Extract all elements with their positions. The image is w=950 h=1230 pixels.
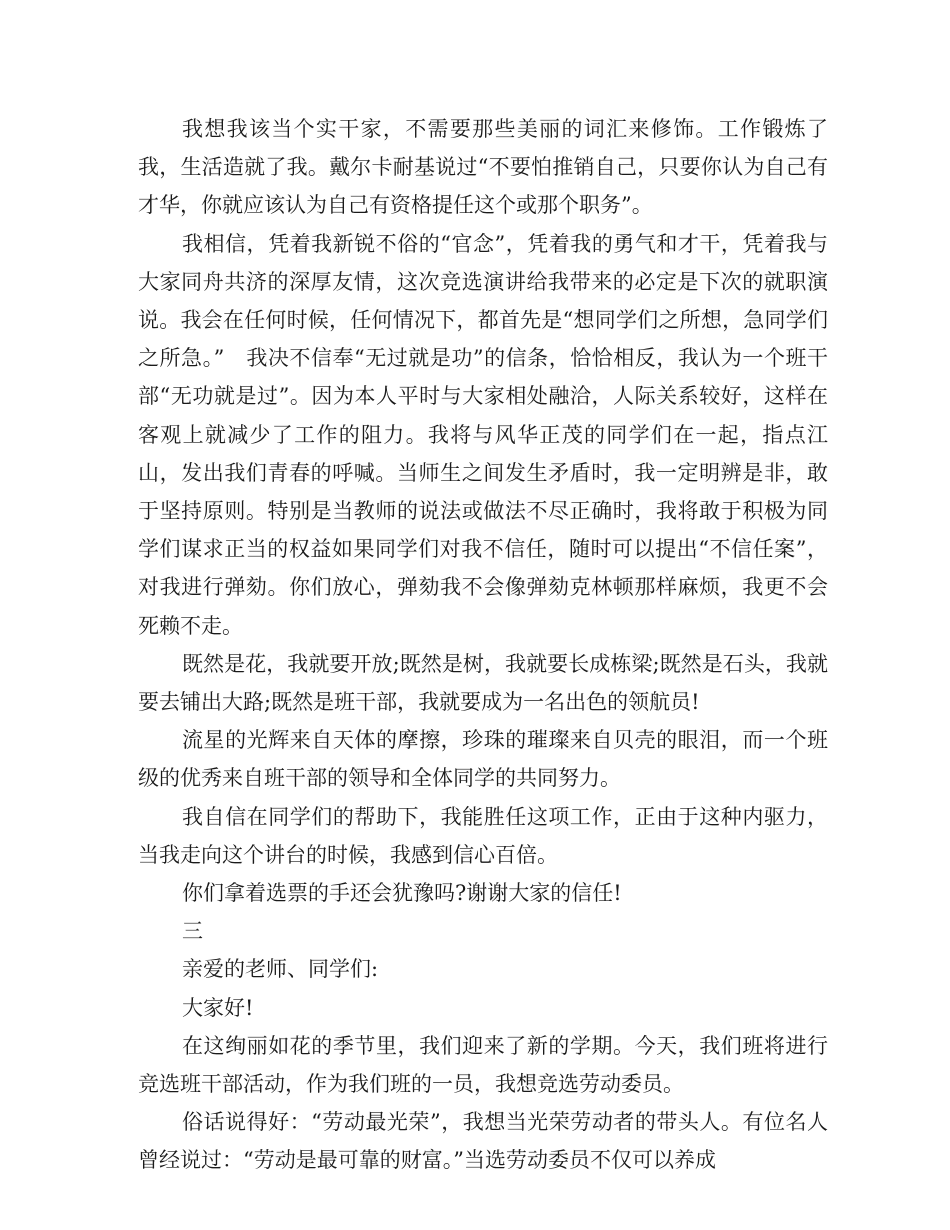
paragraph-1: 我想我该当个实干家，不需要那些美丽的词汇来修饰。工作锻炼了我，生活造就了我。戴尔卡耐基说过“不要怕推销自己，只要你认为自己有才华，你就应该认为自己有资格提任这个或那个职务”。 xyxy=(138,117,828,218)
paragraph-4: 流星的光辉来自天体的摩擦，珍珠的璀璨来自贝壳的眼泪，而一个班级的优秀来自班干部的领导和全体同学的共同努力。 xyxy=(138,728,828,791)
salutation: 亲爱的老师、同学们: xyxy=(182,957,379,982)
section-number: 三 xyxy=(182,919,203,944)
paragraph-5: 我自信在同学们的帮助下，我能胜任这项工作，正由于这种内驱力，当我走向这个讲台的时候，我感到信心百倍。 xyxy=(138,804,828,867)
greeting: 大家好! xyxy=(182,995,254,1020)
document-body xyxy=(138,110,828,1180)
paragraph-3: 既然是花，我就要开放;既然是树，我就要长成栋梁;既然是石头，我就要去铺出大路;既然是班干部，我就要成为一名出色的领航员! xyxy=(138,651,828,715)
paragraph-2: 我相信，凭着我新锐不俗的“官念”，凭着我的勇气和才干，凭着我与大家同舟共济的深厚友情，这次竞选演讲给我带来的必定是下次的就职演说。我会在任何时候，任何情况下，都首先是“想同学们之所想，急同学们之所急。” 我决不信奉“无过就是功”的信条，恰恰相反，我认为一个班干部“无功就是过”。因为本人平时与大家相处融洽，人际关系较好，这样在客观上就减少了工作的阻力。我将与风华正茂的同学们在一起，指点江山，发出我们青春的呼喊。当师生之间发生矛盾时，我一定明辨是非，敢于坚持原则。特别是当教师的说法或做法不尽正确时，我将敢于积极为同学们谋求正当的权益如果同学们对我不信任，随时可以提出“不信任案”，对我进行弹劾。你们放心，弹劾我不会像弹劾克林顿那样麻烦，我更不会死赖不走。 xyxy=(138,231,828,638)
paragraph-6: 你们拿着选票的手还会犹豫吗?谢谢大家的信任! xyxy=(182,881,622,906)
paragraph-8: 俗话说得好：“劳动最光荣”，我想当光荣劳动者的带头人。有位名人曾经说过：“劳动是最可靠的财富。”当选劳动委员不仅可以养成 xyxy=(138,1110,828,1173)
paragraph-7: 在这绚丽如花的季节里，我们迎来了新的学期。今天，我们班将进行竞选班干部活动，作为我们班的一员，我想竞选劳动委员。 xyxy=(138,1033,828,1097)
